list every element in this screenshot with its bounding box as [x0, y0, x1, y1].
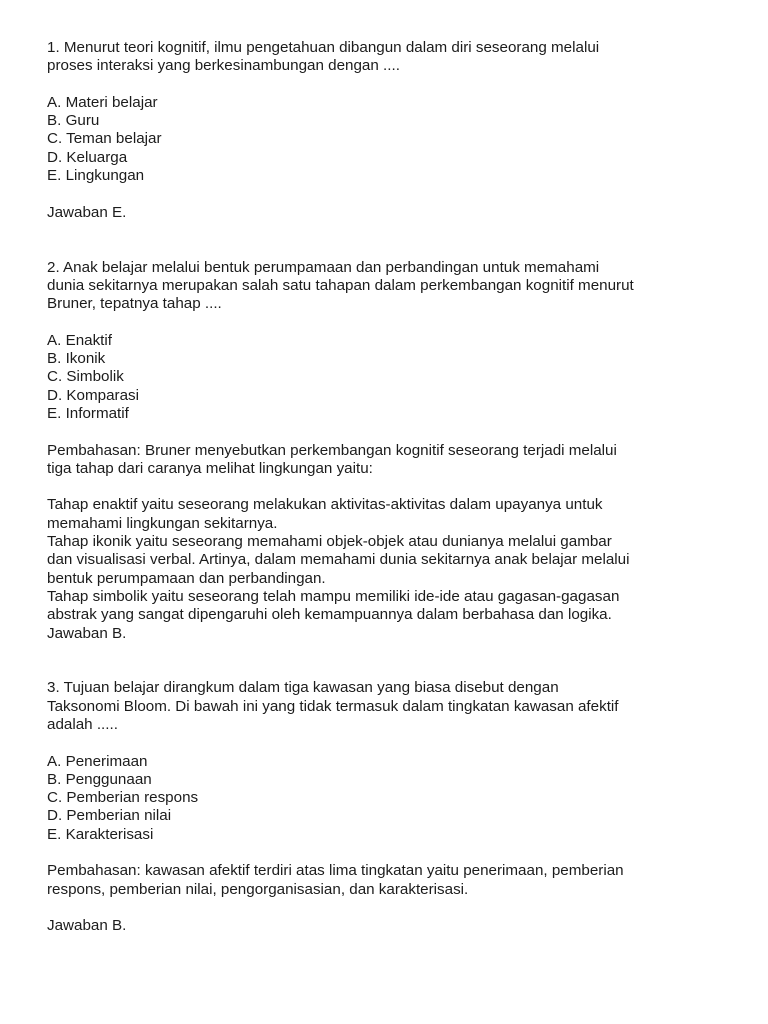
question-2-explanation-body: Tahap enaktif yaitu seseorang melakukan aktivitas-aktivitas dalam upayanya untuk memahami lingkungan sekitarnya. Tahap ikonik yaitu seseorang memahami objek-objek atau dunianya melalui gambar dan visualisasi verbal. Artinya, dalam memahami dunia sekitarnya anak belajar melalui bentuk perumpamaan dan perbandingan. Tahap simbolik yaitu seseorang telah mampu memiliki ide-ide atau gagasan-gagasan abstrak yang sangat dipengaruhi oleh kemampuannya dalam berbahasa dan logika.: [47, 496, 630, 624]
question-1-option-e: E. Lingkungan: [47, 167, 145, 185]
question-2-option-c: C. Simbolik: [47, 368, 124, 386]
question-3-options: [47, 753, 737, 844]
question-3-option-c: C. Pemberian respons: [47, 789, 199, 807]
question-2-options: [47, 332, 737, 423]
question-2-option-b: B. Ikonik: [47, 350, 106, 368]
question-1-answer: Jawaban E.: [47, 203, 127, 221]
question-2-option-a: A. Enaktif: [47, 331, 112, 349]
question-3-stem: 3. Tujuan belajar dirangkum dalam tiga kawasan yang biasa disebut dengan Taksonomi Bloom. Di bawah ini yang tidak termasuk dalam tingkatan kawasan afektif adalah .....: [47, 679, 619, 733]
question-2-option-e: E. Informatif: [47, 404, 129, 422]
question-3-answer: Jawaban B.: [47, 917, 127, 935]
question-2-answer: Jawaban B.: [47, 624, 127, 642]
question-1-options: [47, 94, 737, 185]
question-3-option-b: B. Penggunaan: [47, 770, 152, 788]
question-3-option-a: A. Penerimaan: [47, 752, 148, 770]
question-2: [47, 259, 737, 643]
question-2-explanation-intro: Pembahasan: Bruner menyebutkan perkembangan kognitif seseorang terjadi melalui tiga tahap dari caranya melihat lingkungan yaitu:: [47, 441, 617, 477]
question-3-explanation: Pembahasan: kawasan afektif terdiri atas lima tingkatan yaitu penerimaan, pemberian respons, pemberian nilai, pengorganisasian, dan karakterisasi.: [47, 862, 624, 898]
question-1: [47, 39, 737, 222]
question-1-option-c: C. Teman belajar: [47, 130, 162, 148]
question-3-option-e: E. Karakterisasi: [47, 825, 154, 843]
question-2-stem: 2. Anak belajar melalui bentuk perumpamaan dan perbandingan untuk memahami dunia sekitarnya merupakan salah satu tahapan dalam perkembangan kognitif menurut Bruner, tepatnya tahap ....: [47, 258, 634, 313]
question-2-option-d: D. Komparasi: [47, 386, 140, 404]
document-page: [47, 39, 737, 936]
question-1-option-d: D. Keluarga: [47, 148, 128, 166]
question-1-option-b: B. Guru: [47, 112, 100, 130]
question-1-option-a: A. Materi belajar: [47, 93, 158, 111]
question-1-stem: 1. Menurut teori kognitif, ilmu pengetahuan dibangun dalam diri seseorang melalui proses interaksi yang berkesinambungan dengan ....: [47, 39, 600, 75]
question-3-option-d: D. Pemberian nilai: [47, 807, 172, 825]
question-3: [47, 679, 737, 935]
